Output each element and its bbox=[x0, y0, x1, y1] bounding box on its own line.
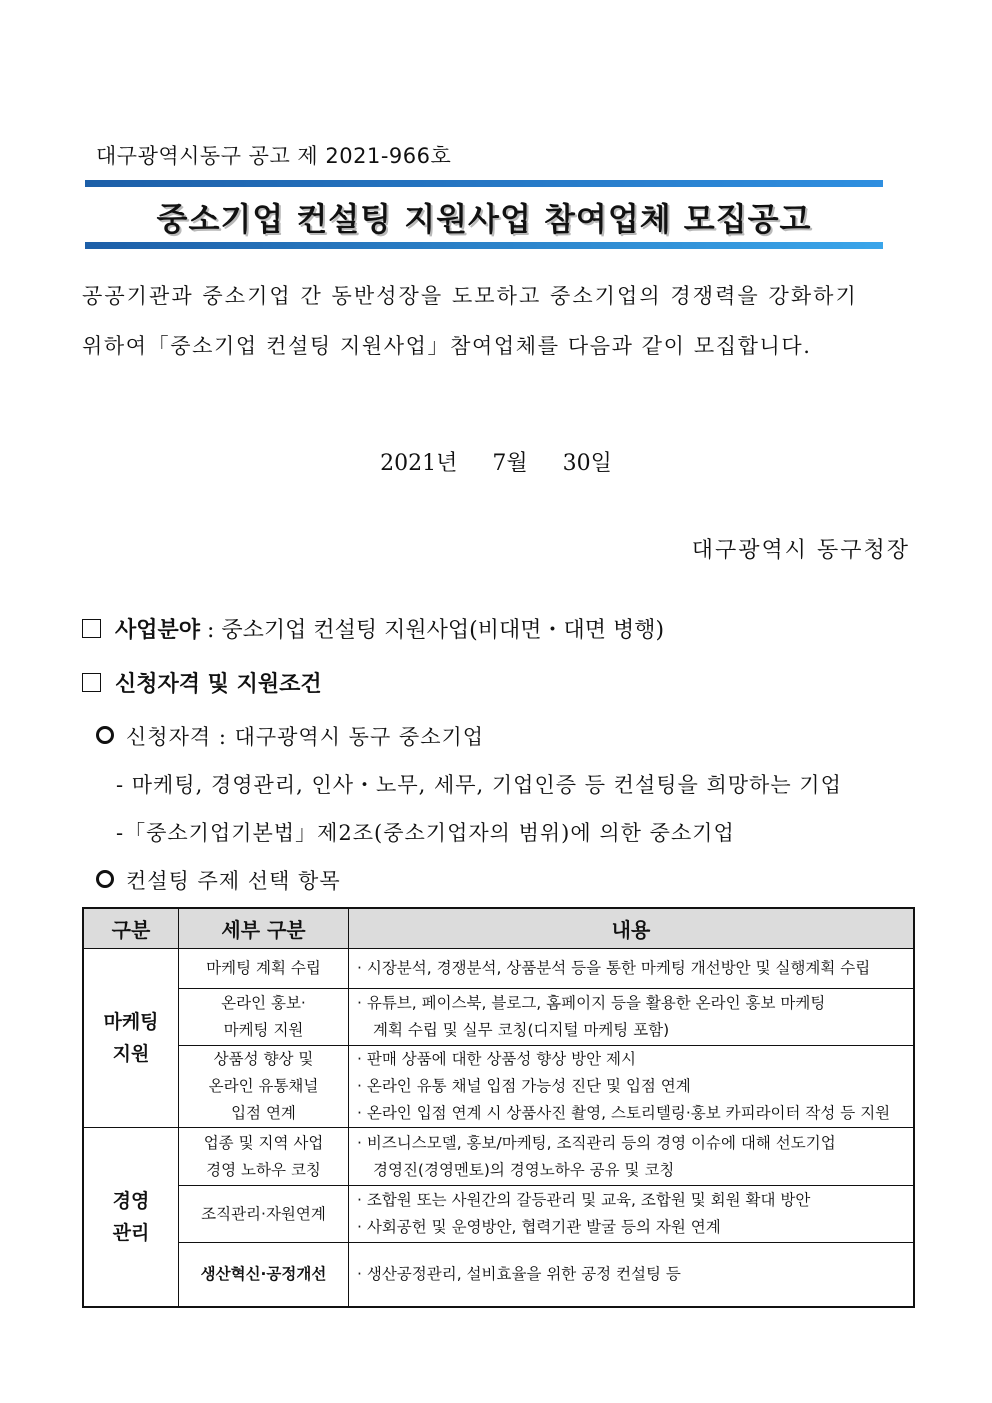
square-bullet-icon bbox=[82, 619, 101, 638]
eligibility-item-2: -「중소기업기본법」제2조(중소기업자의 범위)에 의한 중소기업 bbox=[116, 821, 735, 845]
category-marketing: 마케팅 지원 bbox=[83, 949, 179, 1128]
square-bullet-icon bbox=[82, 673, 101, 692]
section-text: : 중소기업 컨설팅 지원사업(비대면・대면 병행) bbox=[207, 618, 665, 643]
section-label: 사업분야 bbox=[115, 617, 201, 643]
header-category: 구분 bbox=[83, 908, 179, 949]
header-content: 내용 bbox=[349, 908, 915, 949]
content-cell: · 조합원 또는 사원간의 갈등관리 및 교육, 조합원 및 회원 확대 방안 · 사회공헌 및 운영방안, 협력기관 발굴 등의 자원 연계 bbox=[349, 1186, 915, 1243]
table-row bbox=[83, 1243, 914, 1307]
content-cell: · 시장분석, 경쟁분석, 상품분석 등을 통한 마케팅 개선방안 및 실행계획 수립 bbox=[349, 949, 915, 989]
table-row bbox=[83, 1046, 914, 1128]
detail-cell: 생산혁신·공정개선 bbox=[179, 1243, 349, 1307]
eligibility-heading: 신청자격 : 대구광역시 동구 중소기업 bbox=[96, 721, 484, 751]
title-band bbox=[85, 180, 883, 250]
header-detail: 세부 구분 bbox=[179, 908, 349, 949]
table-row bbox=[83, 1186, 914, 1243]
intro-line-2: 위하여「중소기업 컨설팅 지원사업」참여업체를 다음과 같이 모집합니다. bbox=[82, 334, 812, 358]
announcement-date bbox=[0, 446, 992, 477]
consulting-topics-table bbox=[82, 907, 915, 1308]
notice-number: 대구광역시동구 공고 제 2021-966호 bbox=[96, 144, 452, 168]
section-label: 신청자격 및 지원조건 bbox=[115, 671, 322, 697]
eligibility-item-1: - 마케팅, 경영관리, 인사・노무, 세무, 기업인증 등 컨설팅을 희망하는 기업 bbox=[116, 773, 842, 797]
topics-heading: 컨설팅 주제 선택 항목 bbox=[96, 865, 341, 895]
detail-cell: 상품성 향상 및 온라인 유통채널 입점 연계 bbox=[179, 1046, 349, 1128]
section-business-field bbox=[82, 613, 664, 644]
title-bar-bottom bbox=[85, 242, 883, 249]
issuer: 대구광역시 동구청장 bbox=[691, 538, 910, 563]
detail-cell: 온라인 홍보· 마케팅 지원 bbox=[179, 989, 349, 1046]
detail-cell: 업종 및 지역 사업 경영 노하우 코칭 bbox=[179, 1128, 349, 1186]
content-cell: · 유튜브, 페이스북, 블로그, 홈페이지 등을 활용한 온라인 홍보 마케팅 계획 수립 및 실무 코칭(디지털 마케팅 포함) bbox=[349, 989, 915, 1046]
intro-line-1: 공공기관과 중소기업 간 동반성장을 도모하고 중소기업의 경쟁력을 강화하기 bbox=[82, 284, 858, 308]
title-bar-top bbox=[85, 180, 883, 187]
circle-bullet-icon bbox=[96, 870, 114, 888]
date-year: 2021년 bbox=[380, 451, 458, 476]
table-row bbox=[83, 989, 914, 1046]
table-header-row bbox=[83, 908, 914, 949]
date-month: 7월 bbox=[492, 451, 528, 476]
detail-cell: 마케팅 계획 수립 bbox=[179, 949, 349, 989]
detail-cell: 조직관리·자원연계 bbox=[179, 1186, 349, 1243]
table-row bbox=[83, 1128, 914, 1186]
section-eligibility bbox=[82, 667, 322, 698]
document-title: 중소기업 컨설팅 지원사업 참여업체 모집공고 bbox=[156, 200, 812, 238]
date-day: 30일 bbox=[562, 451, 612, 476]
content-cell: · 생산공정관리, 설비효율을 위한 공정 컨설팅 등 bbox=[349, 1243, 915, 1307]
category-management: 경영 관리 bbox=[83, 1128, 179, 1307]
table-row bbox=[83, 949, 914, 989]
content-cell: · 판매 상품에 대한 상품성 향상 방안 제시 · 온라인 유통 채널 입점 가능성 진단 및 입점 연계 · 온라인 입점 연계 시 상품사진 촬영, 스토리텔링·홍보 카피라이터 작성 등 지원 bbox=[349, 1046, 915, 1128]
content-cell: · 비즈니스모델, 홍보/마케팅, 조직관리 등의 경영 이슈에 대해 선도기업 경영진(경영멘토)의 경영노하우 공유 및 코칭 bbox=[349, 1128, 915, 1186]
circle-bullet-icon bbox=[96, 726, 114, 744]
